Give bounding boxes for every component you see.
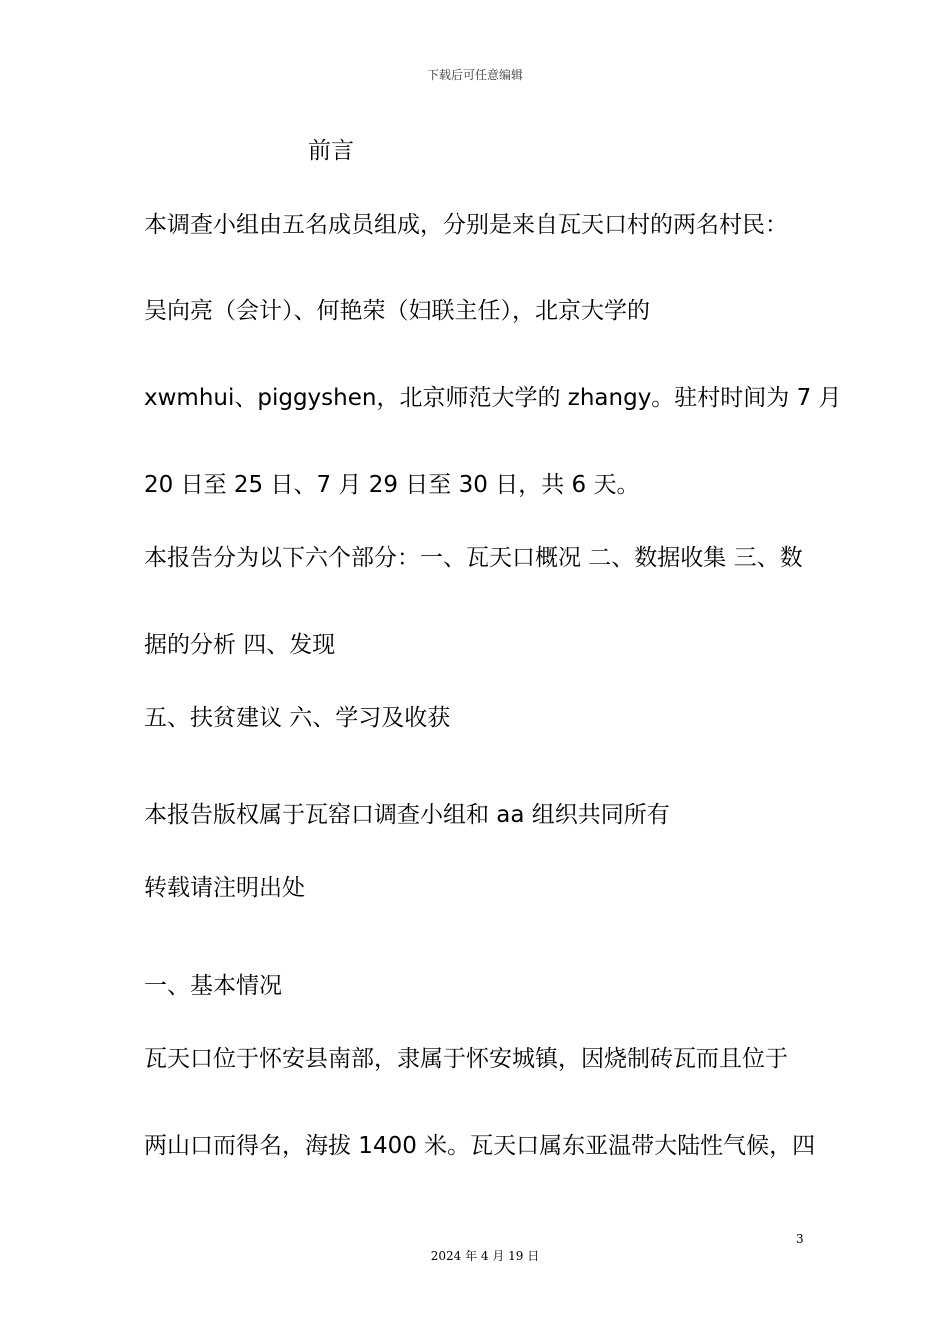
paragraph-line: 据的分析 四、发现 — [144, 632, 336, 658]
document-title: 前言 — [308, 138, 354, 164]
page-header: 下载后可任意编辑 — [426, 68, 523, 82]
footer-date: 2024 年 4 月 19 日 — [430, 1249, 540, 1263]
paragraph-line: 本报告分为以下六个部分：一、瓦天口概况 二、数据收集 三、数 — [144, 545, 803, 571]
paragraph-line: 本调查小组由五名成员组成，分别是来自瓦天口村的两名村民： — [144, 212, 788, 238]
paragraph-line: 瓦天口位于怀安县南部，隶属于怀安城镇，因烧制砖瓦而且位于 — [144, 1046, 788, 1072]
paragraph-line: 五、扶贫建议 六、学习及收获 — [144, 705, 451, 731]
paragraph-line: 两山口而得名，海拔 1400 米。瓦天口属东亚温带大陆性气候，四 — [144, 1133, 816, 1159]
paragraph-line: 本报告版权属于瓦窑口调查小组和 aa 组织共同所有 — [144, 802, 670, 828]
paragraph-line: xwmhui、piggyshen，北京师范大学的 zhangy。驻村时间为 7 月 — [144, 385, 842, 411]
paragraph-line: 转载请注明出处 — [144, 875, 305, 901]
paragraph-line: 吴向亮（会计）、何艳荣（妇联主任），北京大学的 — [144, 298, 650, 324]
section-heading: 一、基本情况 — [144, 973, 282, 999]
page-number: 3 — [796, 1232, 804, 1246]
paragraph-line: 20 日至 25 日、7 月 29 日至 30 日，共 6 天。 — [144, 472, 640, 498]
